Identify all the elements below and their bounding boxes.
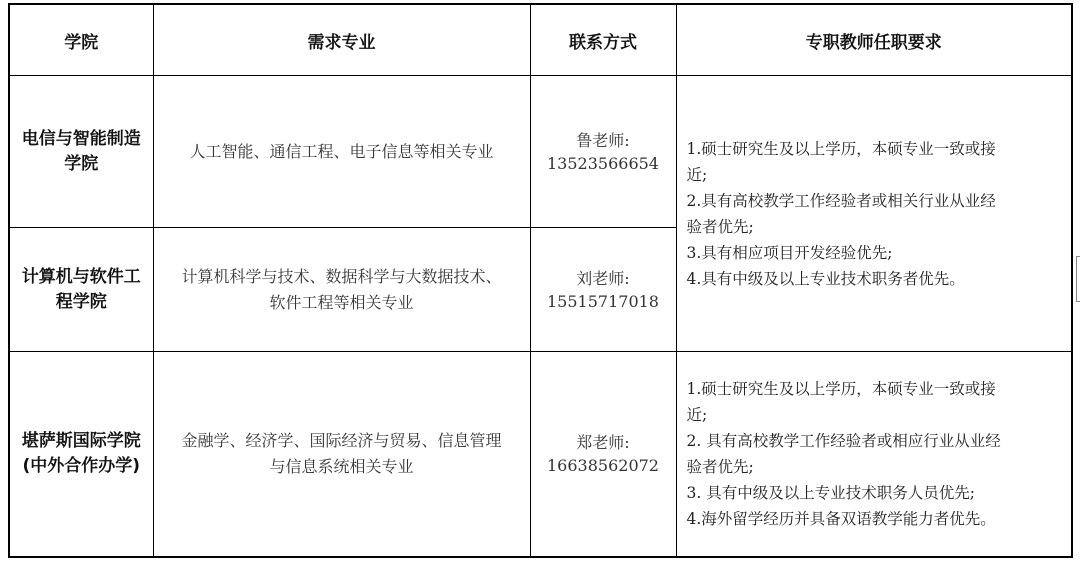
college-name-line: 程学院 [55,291,107,312]
majors-line: 计算机科学与技术、数据科学与大数据技术、 [181,266,502,286]
requirement-line: 4.海外留学经历并具备双语教学能力者优先。 [686,510,996,529]
header-majors: 需求专业 [153,4,530,76]
contact-phone: 13523566654 [547,153,659,173]
contact-name: 刘老师: [576,268,630,288]
requirements-cell [676,352,1072,557]
requirement-line: 4.具有中级及以上专业技术职务者优先。 [686,269,965,288]
college-name-line: 计算机与软件工 [21,266,141,287]
requirement-line: 3. 具有中级及以上专业技术职务人员优先; [686,484,975,503]
majors-cell [153,76,530,228]
table-row [9,76,1072,228]
header-row [9,4,1072,76]
recruitment-table [8,3,1073,558]
contact-cell [530,76,676,228]
majors-line: 金融学、经济学、国际经济与贸易、信息管理 [181,431,502,451]
college-cell [9,76,153,228]
contact-phone: 15515717018 [547,291,659,311]
contact-phone: 16638562072 [547,456,659,476]
header-college: 学院 [9,4,153,76]
contact-name: 鲁老师: [576,130,630,150]
header-contact: 联系方式 [530,4,676,76]
table-row [9,352,1072,557]
majors-cell [153,228,530,352]
contact-cell [530,228,676,352]
header-requirements: 专职教师任职要求 [676,4,1072,76]
college-name-line: 电信与智能制造 [21,128,141,149]
college-name-line: 学院 [64,153,99,174]
majors-line: 与信息系统相关专业 [269,457,414,477]
requirement-line: 2. 具有高校教学工作经验者或相应行业从业经 [686,432,1001,451]
college-cell [9,352,153,557]
requirement-line: 1.硕士研究生及以上学历，本硕专业一致或接 [686,139,996,158]
requirement-line: 近; [686,406,708,425]
requirement-line: 验者优先; [686,458,754,477]
contact-name: 郑老师: [576,433,630,453]
college-name-line: (中外合作办学) [22,456,141,477]
requirement-line: 3.具有相应项目开发经验优先; [686,243,893,262]
requirement-line: 验者优先; [686,217,754,236]
majors-line: 人工智能、通信工程、电子信息等相关专业 [189,141,494,161]
requirement-line: 近; [686,165,708,184]
college-name-line: 堪萨斯国际学院 [21,431,141,452]
majors-cell [153,352,530,557]
college-cell [9,228,153,352]
majors-line: 软件工程等相关专业 [269,292,414,312]
requirement-line: 2.具有高校教学工作经验者或相关行业从业经 [686,191,996,210]
contact-cell [530,352,676,557]
requirement-line: 1.硕士研究生及以上学历，本硕专业一致或接 [686,380,996,399]
requirements-cell [676,76,1072,352]
page-edge-marker [1076,256,1080,302]
